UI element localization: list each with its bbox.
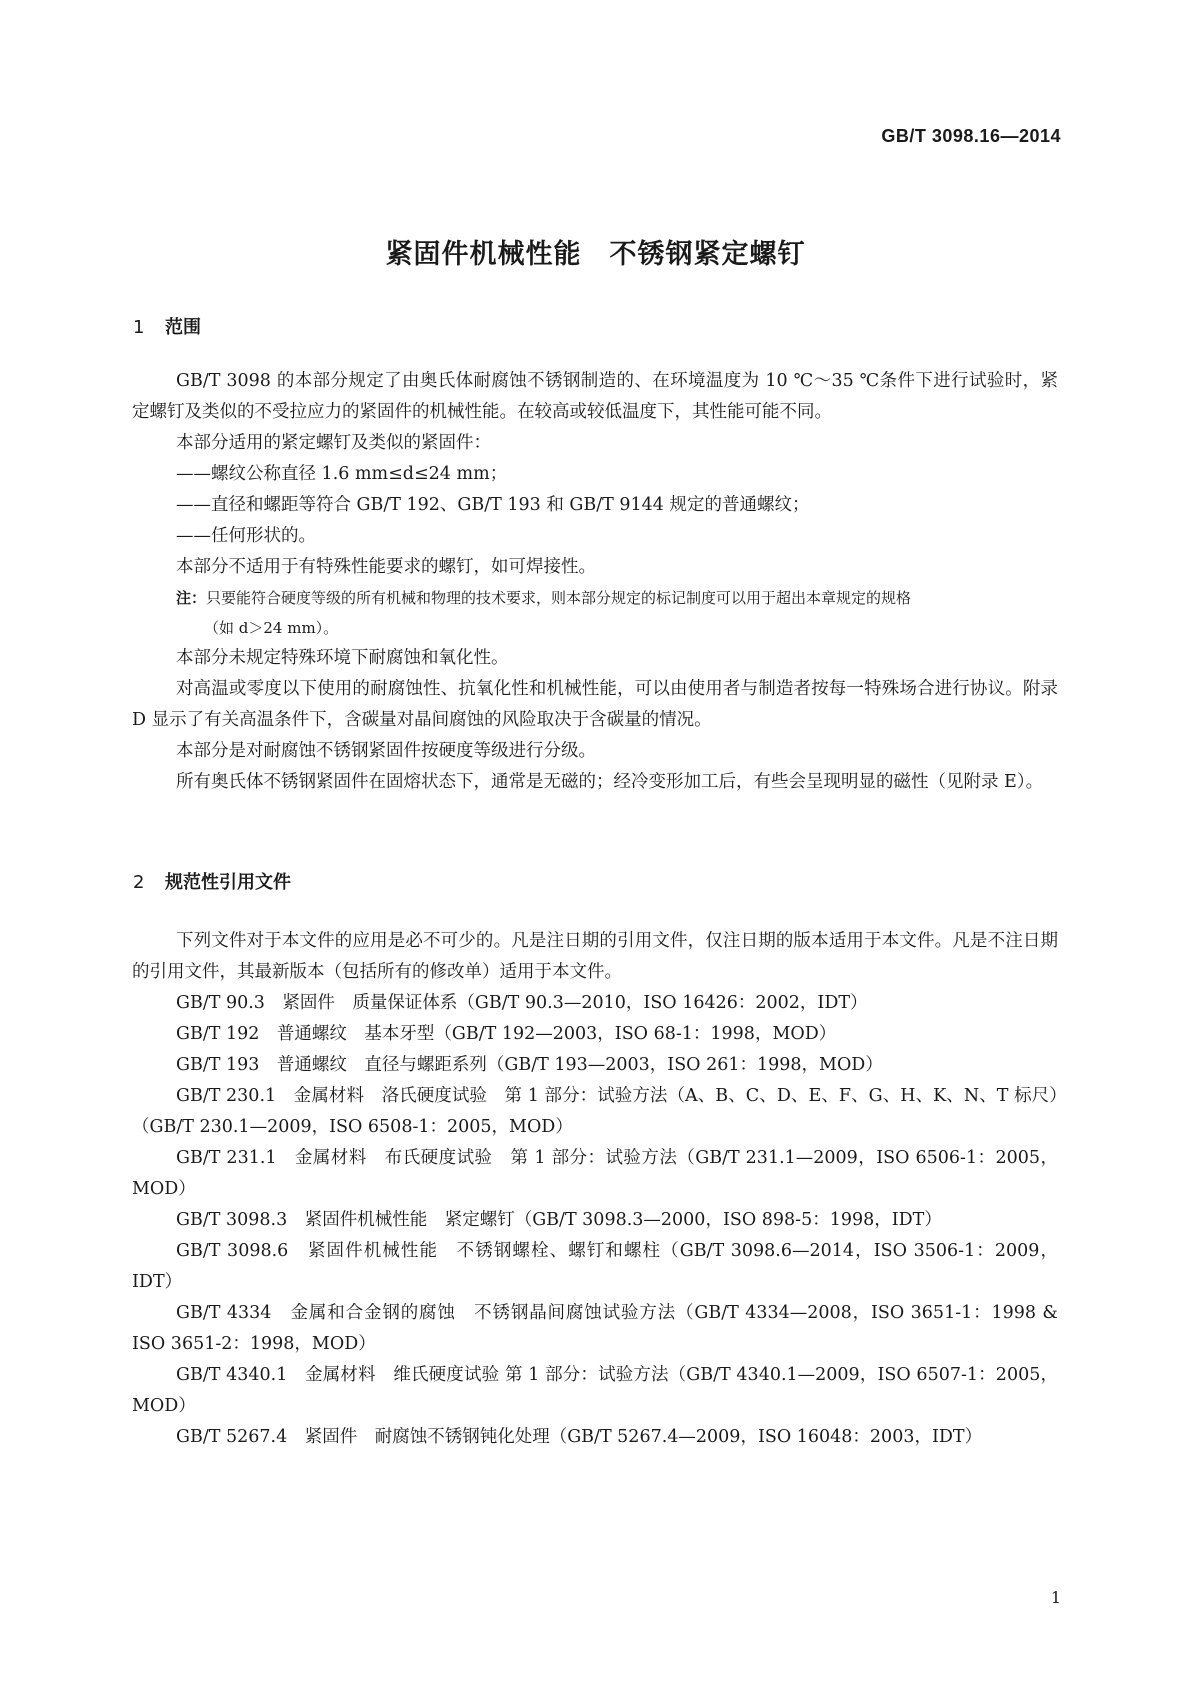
section-2-number: 2 bbox=[133, 872, 145, 893]
note-text: 只要能符合硬度等级的所有机械和物理的技术要求，则本部分规定的标记制度可以用于超出本章规定的规格 bbox=[206, 589, 912, 607]
page-number: 1 bbox=[1050, 1588, 1061, 1607]
section-1-body bbox=[132, 366, 1058, 798]
list-item: ——直径和螺距等符合 GB/T 192、GB/T 193 和 GB/T 9144 规定的普通螺纹； bbox=[176, 495, 810, 515]
note bbox=[132, 583, 1058, 613]
paragraph: 本部分不适用于有特殊性能要求的螺钉，如可焊接性。 bbox=[176, 557, 596, 577]
section-1-heading bbox=[133, 313, 201, 339]
list-item: ——任何形状的。 bbox=[176, 526, 316, 546]
section-2-title: 规范性引用文件 bbox=[165, 872, 291, 893]
paragraph: 本部分适用的紧定螺钉及类似的紧固件： bbox=[176, 433, 491, 453]
note-label: 注： bbox=[176, 589, 207, 607]
reference-item: GB/T 4340.1 金属材料 维氏硬度试验 第 1 部分：试验方法（GB/T 4340.1—2009，ISO 6507-1：2005，MOD） bbox=[132, 1365, 1058, 1416]
document-title: 紧固件机械性能 不锈钢紧定螺钉 bbox=[385, 239, 806, 270]
reference-item: GB/T 5267.4 紧固件 耐腐蚀不锈钢钝化处理（GB/T 5267.4—2009，ISO 16048：2003，IDT） bbox=[176, 1427, 983, 1447]
paragraph: 下列文件对于本文件的应用是必不可少的。凡是注日期的引用文件，仅注日期的版本适用于本文件。凡是不注日期的引用文件，其最新版本（包括所有的修改单）适用于本文件。 bbox=[132, 931, 1058, 982]
paragraph: 对高温或零度以下使用的耐腐蚀性、抗氧化性和机械性能，可以由使用者与制造者按每一特殊场合进行协议。附录 D 显示了有关高温条件下，含碳量对晶间腐蚀的风险取决于含碳量的情况。 bbox=[132, 679, 1058, 730]
paragraph: 本部分是对耐腐蚀不锈钢紧固件按硬度等级进行分级。 bbox=[176, 741, 596, 761]
reference-item: GB/T 4334 金属和合金钢的腐蚀 不锈钢晶间腐蚀试验方法（GB/T 4334—2008，ISO 3651-1：1998 & ISO 3651-2：1998，MOD） bbox=[132, 1303, 1058, 1354]
section-1-number: 1 bbox=[133, 317, 145, 338]
paragraph: GB/T 3098 的本部分规定了由奥氏体耐腐蚀不锈钢制造的、在环境温度为 10 ℃～35 ℃条件下进行试验时，紧定螺钉及类似的不受拉应力的紧固件的机械性能。在较高或较低温度下，其性能可能不同。 bbox=[132, 371, 1058, 422]
reference-item: GB/T 231.1 金属材料 布氏硬度试验 第 1 部分：试验方法（GB/T 231.1—2009，ISO 6506-1：2005，MOD） bbox=[132, 1148, 1058, 1199]
section-2-heading bbox=[133, 868, 291, 894]
reference-item: GB/T 230.1 金属材料 洛氏硬度试验 第 1 部分：试验方法（A、B、C、D、E、F、G、H、K、N、T 标尺）（GB/T 230.1—2009，ISO 6508-1：2005，MOD） bbox=[132, 1086, 1058, 1137]
reference-item: GB/T 192 普通螺纹 基本牙型（GB/T 192—2003，ISO 68-1：1998，MOD） bbox=[176, 1024, 837, 1044]
section-2-body bbox=[132, 926, 1058, 1453]
note-continuation: （如 d＞24 mm）。 bbox=[204, 619, 339, 637]
paragraph: 所有奥氏体不锈钢紧固件在固熔状态下，通常是无磁的；经冷变形加工后，有些会呈现明显的磁性（见附录 E）。 bbox=[176, 772, 1044, 792]
standard-code: GB/T 3098.16—2014 bbox=[881, 126, 1061, 146]
section-1-title: 范围 bbox=[165, 317, 201, 338]
reference-item: GB/T 90.3 紧固件 质量保证体系（GB/T 90.3—2010，ISO 16426：2002，IDT） bbox=[176, 993, 868, 1013]
reference-item: GB/T 3098.3 紧固件机械性能 紧定螺钉（GB/T 3098.3—2000，ISO 898-5：1998，IDT） bbox=[176, 1210, 942, 1230]
reference-item: GB/T 3098.6 紧固件机械性能 不锈钢螺栓、螺钉和螺柱（GB/T 3098.6—2014，ISO 3506-1：2009，IDT） bbox=[132, 1241, 1058, 1292]
list-item: ——螺纹公称直径 1.6 mm≤d≤24 mm； bbox=[176, 464, 508, 484]
paragraph: 本部分未规定特殊环境下耐腐蚀和氧化性。 bbox=[176, 648, 509, 668]
reference-item: GB/T 193 普通螺纹 直径与螺距系列（GB/T 193—2003，ISO 261：1998，MOD） bbox=[176, 1055, 883, 1075]
